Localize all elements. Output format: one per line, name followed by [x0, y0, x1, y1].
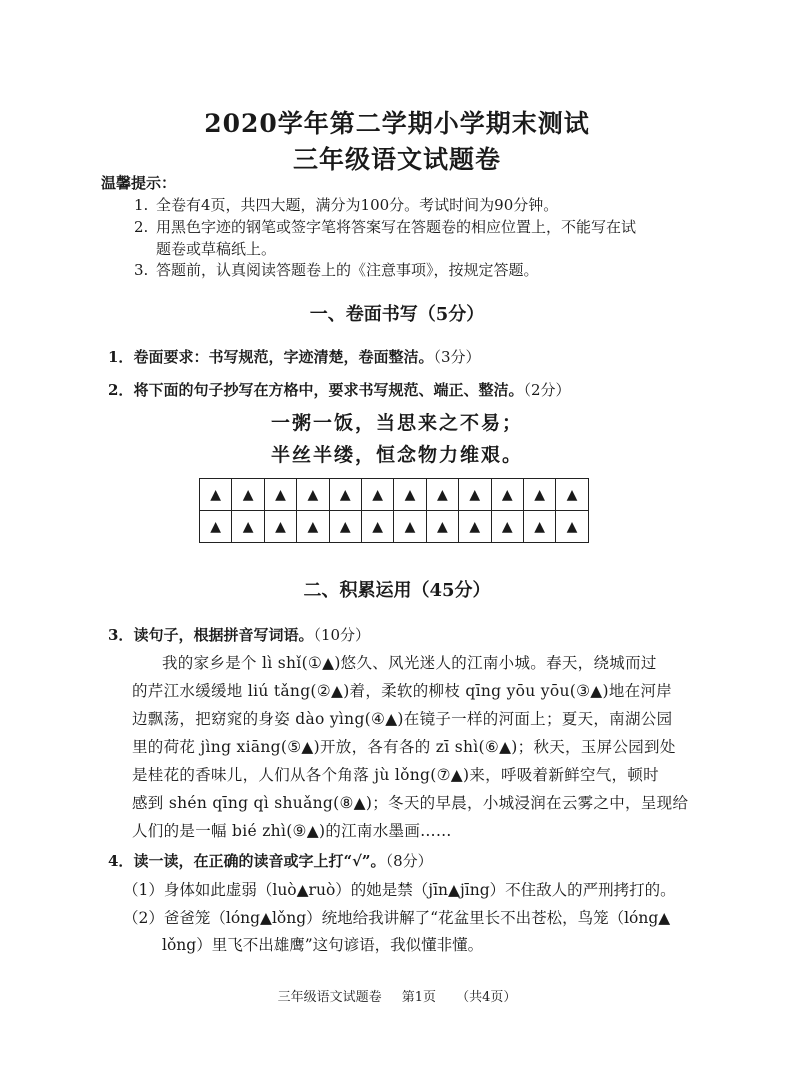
- section1-heading: 一、卷面书写（5分）: [309, 304, 485, 325]
- exam-title-line1: 2020学年第二学期小学期末测试: [204, 109, 590, 138]
- grid-cell: ▲: [361, 479, 393, 511]
- grid-cell: ▲: [394, 511, 426, 543]
- passage-line: 是桂花的香味儿，人们从各个角落 jù lǒng(⑦▲)来，呼吸着新鲜空气，顿时: [132, 766, 659, 784]
- grid-cell: ▲: [329, 511, 361, 543]
- passage-line: 里的荷花 jìng xiāng(⑤▲)开放，各有各的 zī shì(⑥▲)；秋天，玉屏公园到处: [132, 738, 676, 756]
- question-2: 2．将下面的句子抄写在方格中，要求书写规范、端正、整洁。（2分）: [108, 381, 571, 399]
- tips-heading: 温馨提示：: [101, 174, 177, 192]
- poem-line1: 一粥一饭，当思来之不易；: [270, 412, 523, 434]
- exam-title-line2: 三年级语文试题卷: [292, 145, 501, 174]
- grid-cell: ▲: [491, 479, 523, 511]
- grid-cell: ▲: [523, 479, 555, 511]
- grid-cell: ▲: [264, 511, 296, 543]
- grid-row: [200, 479, 589, 511]
- passage-line: 边飘荡，把窈窕的身姿 dào yìng(④▲)在镜子一样的河面上；夏天，南湖公园: [132, 710, 673, 728]
- grid-cell: ▲: [232, 511, 264, 543]
- grid-cell: ▲: [264, 479, 296, 511]
- question-1: 1．卷面要求：书写规范，字迹清楚，卷面整洁。（3分）: [108, 348, 481, 366]
- tip-item: 题卷或草稿纸上。: [156, 240, 277, 258]
- grid-cell: ▲: [200, 511, 232, 543]
- question-3: 3．读句子，根据拼音写词语。（10分）: [108, 626, 371, 644]
- footer-page: 第1页: [401, 990, 436, 1005]
- passage-line: 感到 shén qīng qì shuǎng(⑧▲)；冬天的早晨，小城浸润在云雾之中，呈现给: [132, 794, 689, 812]
- grid-cell: ▲: [556, 479, 588, 511]
- question-4-item: lǒng）里飞不出雄鹰”这句谚语，我似懂非懂。: [162, 936, 484, 954]
- grid-cell: ▲: [491, 511, 523, 543]
- grid-cell: ▲: [232, 479, 264, 511]
- footer-total: （共4页）: [456, 990, 517, 1005]
- section2-heading: 二、积累运用（45分）: [303, 580, 491, 601]
- grid-cell: ▲: [426, 479, 458, 511]
- grid-row: [200, 511, 589, 543]
- question-4-item: （1）身体如此虚弱（luò▲ruò）的她是禁（jīn▲jīng）不住敌人的严刑拷打的。: [123, 881, 676, 899]
- footer-doc-name: 三年级语文试题卷: [277, 990, 382, 1005]
- grid-cell: ▲: [426, 511, 458, 543]
- page-footer: [0, 986, 794, 1005]
- question-4: 4．读一读，在正确的读音或字上打“√”。（8分）: [108, 852, 433, 870]
- grid-cell: ▲: [297, 479, 329, 511]
- passage-line: 我的家乡是个 lì shǐ(①▲)悠久、风光迷人的江南小城。春天，绕城而过: [162, 654, 657, 672]
- poem-line2: 半丝半缕，恒念物力维艰。: [270, 444, 523, 466]
- grid-cell: ▲: [200, 479, 232, 511]
- tip-item: 2. 用黑色字迹的钢笔或签字笔将答案写在答题卷的相应位置上，不能写在试: [134, 218, 637, 236]
- grid-cell: ▲: [297, 511, 329, 543]
- grid-cell: ▲: [459, 511, 491, 543]
- grid-cell: ▲: [361, 511, 393, 543]
- question-4-item: （2）爸爸笼（lóng▲lǒng）统地给我讲解了“花盆里长不出苍松，鸟笼（lóng▲: [123, 909, 671, 927]
- grid-cell: ▲: [394, 479, 426, 511]
- passage-line: 人们的是一幅 bié zhì(⑨▲)的江南水墨画……: [132, 822, 452, 840]
- grid-cell: ▲: [523, 511, 555, 543]
- grid-cell: ▲: [556, 511, 588, 543]
- tip-item: 1. 全卷有4页，共四大题，满分为100分。考试时间为90分钟。: [134, 196, 559, 214]
- writing-grid: [199, 478, 589, 543]
- passage-line: 的芹江水缓缓地 liú tǎng(②▲)着，柔软的柳枝 qīng yōu yōu(③▲)地在河岸: [132, 682, 673, 700]
- tip-item: 3. 答题前，认真阅读答题卷上的《注意事项》，按规定答题。: [134, 261, 539, 279]
- grid-cell: ▲: [459, 479, 491, 511]
- grid-cell: ▲: [329, 479, 361, 511]
